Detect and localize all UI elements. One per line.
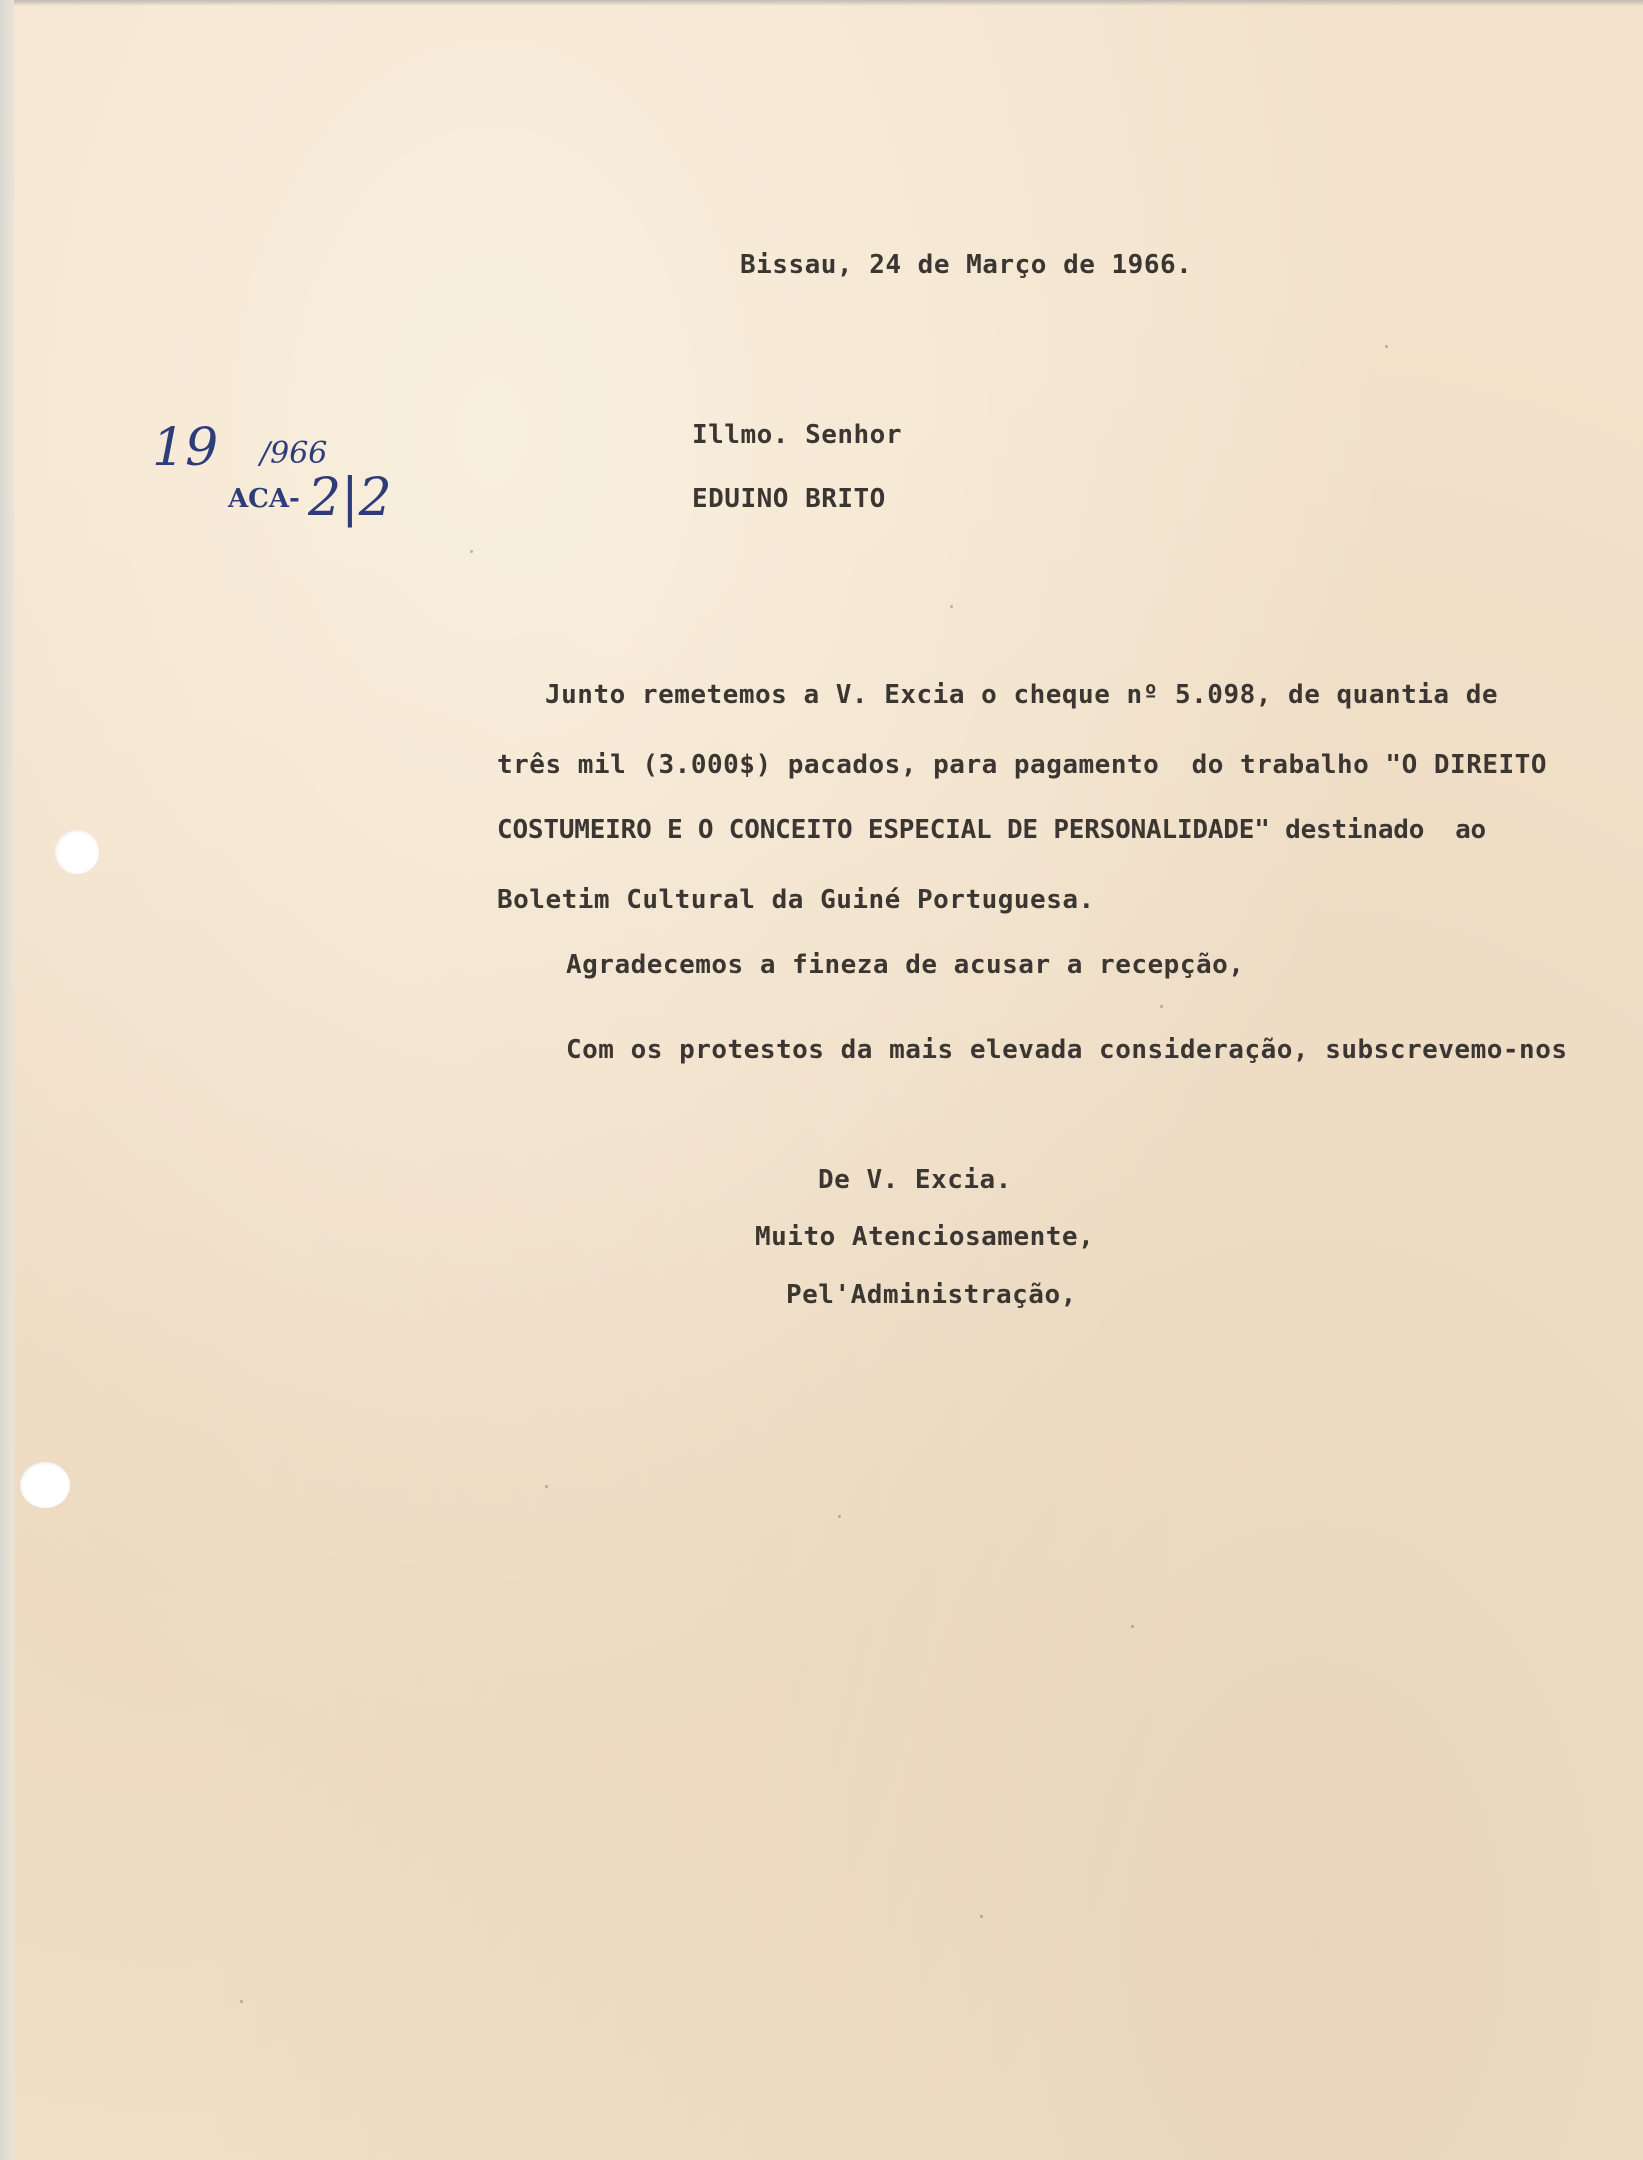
handwritten-file-reference bbox=[150, 415, 430, 575]
body-line: Boletim Cultural da Guiné Portuguesa. bbox=[497, 885, 1095, 915]
punch-hole-upper bbox=[55, 830, 99, 874]
closing-line: Pel'Administração, bbox=[786, 1280, 1077, 1310]
annotation-ref-prefix: ACA- bbox=[228, 484, 300, 514]
page-left-edge bbox=[0, 0, 14, 2160]
closing-line: De V. Excia. bbox=[818, 1165, 1012, 1195]
letter-regards: Com os protestos da mais elevada consideração, subscrevemo-nos bbox=[566, 1035, 1568, 1065]
letter-date: Bissau, 24 de Março de 1966. bbox=[740, 250, 1193, 280]
annotation-ref-fraction: 2|2 bbox=[308, 468, 392, 528]
annotation-number: 19 bbox=[152, 418, 219, 478]
punch-hole-lower bbox=[20, 1462, 70, 1508]
closing-line: Muito Atenciosamente, bbox=[755, 1222, 1095, 1252]
letter-recipient: EDUINO BRITO bbox=[692, 484, 886, 514]
body-line: três mil (3.000$) pacados, para pagamento do trabalho "O DIREITO bbox=[497, 750, 1547, 780]
body-line: COSTUMEIRO E O CONCEITO ESPECIAL DE PERSONALIDADE" destinado ao bbox=[497, 815, 1487, 845]
annotation-year: /966 bbox=[260, 436, 328, 471]
body-line: Junto remetemos a V. Excia o cheque nº 5.098, de quantia de bbox=[545, 680, 1499, 710]
letter-thanks: Agradecemos a fineza de acusar a recepção, bbox=[566, 950, 1245, 980]
letter-salutation: Illmo. Senhor bbox=[692, 420, 902, 450]
page-top-edge bbox=[0, 0, 1643, 6]
